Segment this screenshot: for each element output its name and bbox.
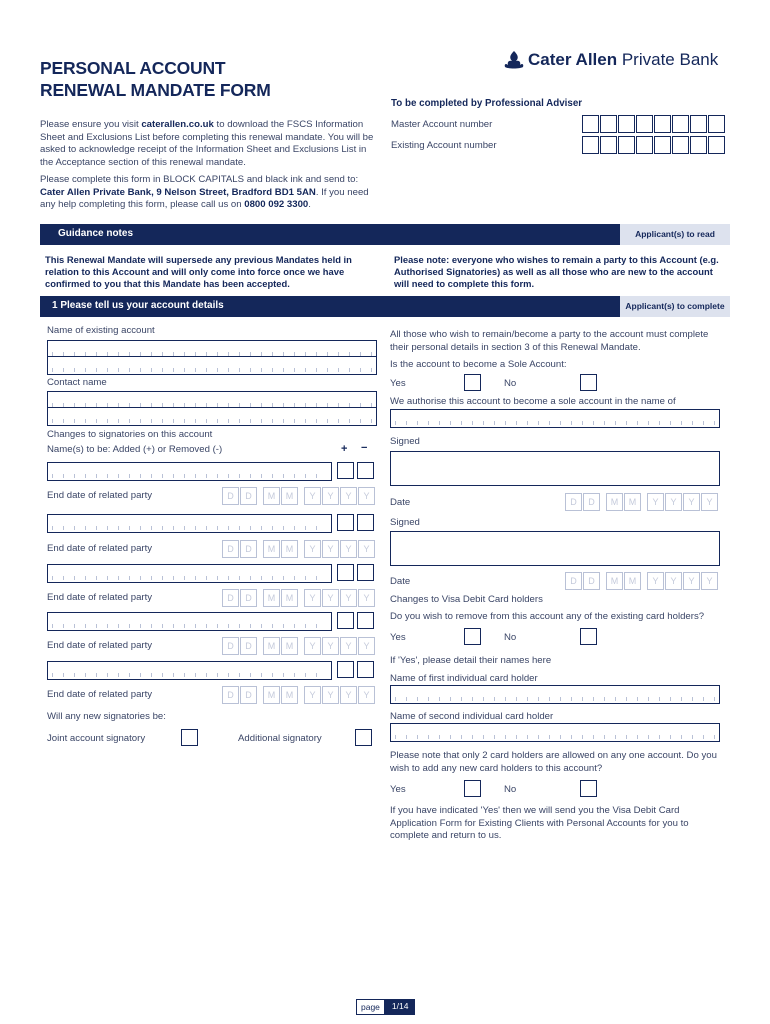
changes-signatories-label: Changes to signatories on this account (47, 429, 213, 440)
signatory-name-input[interactable] (47, 514, 332, 533)
intro-text: . (308, 199, 311, 210)
signature-box-1[interactable] (390, 451, 720, 486)
phone-number: 0800 092 3300 (244, 199, 309, 210)
sole-no-checkbox[interactable] (580, 374, 597, 391)
second-holder-input[interactable] (390, 723, 720, 742)
guidance-note-left: This Renewal Mandate will supersede any previous Mandates held in relation to this Account and will only come into force once we have confirmed to you that this Mandate has been accepted. (45, 254, 352, 289)
signatory-add-checkbox[interactable] (337, 612, 354, 629)
date-digit-cell[interactable]: Y (322, 540, 339, 558)
date-digit-cell[interactable]: Y (358, 637, 375, 655)
end-date-input[interactable] (222, 589, 376, 607)
date-digit-cell[interactable]: D (583, 493, 600, 511)
remove-yes-label: Yes (390, 632, 406, 643)
signatory-name-input[interactable] (47, 462, 332, 481)
intro-text: Please ensure you visit (40, 119, 142, 130)
contact-name-input-line-2[interactable] (47, 407, 377, 426)
signed-label: Signed (390, 517, 420, 528)
date-digit-cell[interactable]: D (583, 572, 600, 590)
date-digit-cell[interactable]: D (222, 637, 239, 655)
date-digit-cell[interactable]: M (606, 572, 623, 590)
date-digit-cell[interactable]: Y (701, 493, 718, 511)
date-digit-cell[interactable]: D (240, 637, 257, 655)
intro-text: . If you need any help completing this form, please call us on (40, 186, 369, 210)
brand-name-bold: Cater Allen (528, 50, 618, 69)
page-indicator (356, 999, 415, 1015)
signatory-name-input[interactable] (47, 612, 332, 631)
date-digit-cell[interactable]: Y (340, 686, 357, 704)
minus-icon: − (361, 442, 368, 454)
existing-account-label: Existing Account number (391, 140, 497, 151)
sole-account-question: Is the account to become a Sole Account: (390, 359, 567, 370)
joint-signatory-label: Joint account signatory (47, 733, 146, 744)
signatory-name-input[interactable] (47, 564, 332, 583)
signature-box-2[interactable] (390, 531, 720, 566)
date-digit-cell[interactable]: Y (358, 487, 375, 505)
visa-changes-label: Changes to Visa Debit Card holders (390, 594, 543, 605)
postal-address: Cater Allen Private Bank, 9 Nelson Street, Bradford BD1 5AN (40, 186, 316, 198)
signatory-remove-checkbox[interactable] (357, 564, 374, 581)
end-date-input[interactable] (222, 686, 376, 704)
title-line-2: RENEWAL MANDATE FORM (40, 80, 271, 100)
remove-yes-checkbox[interactable] (464, 628, 481, 645)
date-digit-cell[interactable]: Y (322, 487, 339, 505)
names-added-removed-label: Name(s) to be: Added (+) or Removed (-) (47, 444, 223, 455)
date-digit-cell[interactable]: M (281, 487, 298, 505)
date-digit-cell[interactable]: D (222, 589, 239, 607)
date-digit-cell[interactable]: Y (647, 572, 664, 590)
character-guide-ticks (52, 576, 327, 580)
end-date-label: End date of related party (47, 689, 153, 700)
intro-text: Please complete this form in BLOCK CAPITALS and black ink and send to: (40, 174, 359, 185)
date-digit-cell[interactable]: D (240, 686, 257, 704)
master-account-number-input[interactable] (582, 115, 730, 133)
date-digit-cell[interactable]: M (281, 589, 298, 607)
intro-text: to download the FSCS Information Sheet and Exclusions List before completing this renewal mandate. You will be asked to acknowledge receipt of the Information Sheet and Exclusions List in the Acceptance section of this renewal mandate. (40, 119, 374, 168)
brand-logo (503, 50, 718, 70)
date-digit-cell[interactable]: Y (665, 493, 682, 511)
date-digit-cell[interactable]: D (222, 540, 239, 558)
character-guide-ticks (395, 421, 715, 425)
guidance-notes-bar (40, 224, 730, 245)
date-digit-cell[interactable]: Y (340, 589, 357, 607)
joint-signatory-checkbox[interactable] (181, 729, 198, 746)
account-digit-cell[interactable] (636, 115, 653, 133)
character-guide-ticks (52, 474, 327, 478)
intro-paragraph-1 (40, 119, 375, 169)
add-no-label: No (504, 784, 517, 795)
two-holders-note: Please note that only 2 card holders are allowed on any one account. Do you wish to add any new card holders to this account? (390, 750, 717, 774)
master-account-label: Master Account number (391, 119, 493, 130)
account-digit-cell[interactable] (582, 136, 599, 154)
date-digit-cell[interactable]: Y (358, 589, 375, 607)
end-date-input[interactable] (222, 487, 376, 505)
character-guide-ticks (52, 419, 372, 423)
date-digit-cell[interactable]: Y (304, 686, 321, 704)
brand-name (528, 50, 718, 70)
section-1-title: 1 Please tell us your account details (52, 300, 224, 311)
title-line-1: PERSONAL ACCOUNT (40, 58, 226, 78)
visa-application-note: If you have indicated 'Yes' then we will send you the Visa Debit Card Application Form for Existing Clients with Personal Accounts for you to complete and return to us. (390, 805, 689, 841)
date-digit-cell[interactable]: M (624, 493, 641, 511)
date-digit-cell[interactable]: D (240, 589, 257, 607)
date-digit-cell[interactable]: Y (304, 540, 321, 558)
sole-authorise-label: We authorise this account to become a sole account in the name of (390, 396, 676, 407)
plus-icon: + (341, 443, 348, 455)
signature-date-input-2[interactable] (565, 572, 719, 590)
first-holder-label: Name of first individual card holder (390, 673, 538, 684)
date-digit-cell[interactable]: M (281, 540, 298, 558)
account-digit-cell[interactable] (708, 136, 725, 154)
sole-yes-checkbox[interactable] (464, 374, 481, 391)
add-no-checkbox[interactable] (580, 780, 597, 797)
character-guide-ticks (52, 673, 327, 677)
flame-logo-icon (503, 50, 525, 70)
date-digit-cell[interactable]: M (263, 487, 280, 505)
date-digit-cell[interactable]: Y (340, 540, 357, 558)
remain-party-text: All those who wish to remain/become a party to the account must complete their personal details in section 3 of this Renewal Mandate. (390, 329, 709, 353)
signatory-remove-checkbox[interactable] (357, 514, 374, 531)
date-digit-cell[interactable]: Y (683, 572, 700, 590)
character-guide-ticks (52, 624, 327, 628)
date-digit-cell[interactable]: D (222, 686, 239, 704)
character-guide-ticks (52, 526, 327, 530)
date-digit-cell[interactable]: Y (322, 637, 339, 655)
date-digit-cell[interactable]: M (281, 686, 298, 704)
signed-label: Signed (390, 436, 420, 447)
date-digit-cell[interactable]: M (263, 589, 280, 607)
character-guide-ticks (395, 697, 715, 701)
first-holder-input[interactable] (390, 685, 720, 704)
date-digit-cell[interactable]: M (624, 572, 641, 590)
guidance-note-right: Please note: everyone who wishes to remain a party to this Account (e.g. Authorised Signatories) as well as all those who are new to the account will need to complete this form. (394, 254, 719, 289)
account-digit-cell[interactable] (600, 136, 617, 154)
remove-no-checkbox[interactable] (580, 628, 597, 645)
page-number: 1/14 (385, 999, 416, 1015)
date-digit-cell[interactable]: Y (683, 493, 700, 511)
signatory-add-checkbox[interactable] (337, 661, 354, 678)
end-date-input[interactable] (222, 540, 376, 558)
page-label: page (356, 999, 385, 1015)
date-digit-cell[interactable]: M (606, 493, 623, 511)
signatory-remove-checkbox[interactable] (357, 612, 374, 629)
additional-signatory-label: Additional signatory (238, 733, 322, 744)
intro-paragraph-2 (40, 174, 375, 212)
date-digit-cell[interactable]: M (263, 637, 280, 655)
signatory-remove-checkbox[interactable] (357, 661, 374, 678)
account-digit-cell[interactable] (600, 115, 617, 133)
account-digit-cell[interactable] (654, 136, 671, 154)
sole-account-name-input[interactable] (390, 409, 720, 428)
date-digit-cell[interactable]: D (565, 493, 582, 511)
date-digit-cell[interactable]: Y (358, 686, 375, 704)
date-digit-cell[interactable]: Y (304, 637, 321, 655)
second-holder-label: Name of second individual card holder (390, 711, 554, 722)
add-yes-checkbox[interactable] (464, 780, 481, 797)
applicants-to-read-tag: Applicant(s) to read (620, 224, 730, 245)
section-1-bar (40, 296, 730, 317)
character-guide-ticks (395, 735, 715, 739)
end-date-label: End date of related party (47, 490, 153, 501)
account-digit-cell[interactable] (672, 115, 689, 133)
end-date-input[interactable] (222, 637, 376, 655)
account-digit-cell[interactable] (654, 115, 671, 133)
date-digit-cell[interactable]: M (263, 540, 280, 558)
sole-no-label: No (504, 378, 517, 389)
account-digit-cell[interactable] (636, 136, 653, 154)
account-digit-cell[interactable] (582, 115, 599, 133)
date-label: Date (390, 497, 411, 508)
signatory-remove-checkbox[interactable] (357, 462, 374, 479)
sole-yes-label: Yes (390, 378, 406, 389)
remove-no-label: No (504, 632, 517, 643)
date-digit-cell[interactable]: Y (701, 572, 718, 590)
date-digit-cell[interactable]: M (281, 637, 298, 655)
date-digit-cell[interactable]: Y (647, 493, 664, 511)
contact-name-label: Contact name (47, 377, 107, 388)
if-yes-label: If 'Yes', please detail their names here (390, 655, 552, 666)
account-digit-cell[interactable] (618, 115, 635, 133)
signature-date-input-1[interactable] (565, 493, 719, 511)
adviser-heading: To be completed by Professional Adviser (391, 98, 583, 109)
date-digit-cell[interactable]: Y (665, 572, 682, 590)
signatory-add-checkbox[interactable] (337, 564, 354, 581)
end-date-label: End date of related party (47, 543, 153, 554)
date-digit-cell[interactable]: Y (322, 589, 339, 607)
account-digit-cell[interactable] (690, 136, 707, 154)
date-digit-cell[interactable]: D (240, 487, 257, 505)
character-guide-ticks (52, 368, 372, 372)
date-digit-cell[interactable]: Y (304, 589, 321, 607)
end-date-label: End date of related party (47, 592, 153, 603)
signatory-add-checkbox[interactable] (337, 462, 354, 479)
existing-account-number-input[interactable] (582, 136, 730, 154)
date-digit-cell[interactable]: Y (340, 637, 357, 655)
website-link[interactable]: caterallen.co.uk (141, 119, 214, 130)
remove-holders-question: Do you wish to remove from this account any of the existing card holders? (390, 611, 705, 622)
account-name-label: Name of existing account (47, 325, 155, 336)
date-digit-cell[interactable]: M (263, 686, 280, 704)
date-digit-cell[interactable]: Y (358, 540, 375, 558)
page-title (40, 57, 271, 101)
date-digit-cell[interactable]: Y (304, 487, 321, 505)
end-date-label: End date of related party (47, 640, 153, 651)
add-yes-label: Yes (390, 784, 406, 795)
date-digit-cell[interactable]: D (565, 572, 582, 590)
new-signatories-label: Will any new signatories be: (47, 711, 166, 722)
account-digit-cell[interactable] (690, 115, 707, 133)
brand-name-rest: Private Bank (617, 50, 719, 69)
signatory-add-checkbox[interactable] (337, 514, 354, 531)
account-digit-cell[interactable] (672, 136, 689, 154)
account-name-input-line-2[interactable] (47, 356, 377, 375)
date-digit-cell[interactable]: Y (340, 487, 357, 505)
account-digit-cell[interactable] (618, 136, 635, 154)
guidance-notes-title: Guidance notes (58, 228, 134, 239)
date-digit-cell[interactable]: D (240, 540, 257, 558)
signatory-name-input[interactable] (47, 661, 332, 680)
additional-signatory-checkbox[interactable] (355, 729, 372, 746)
applicants-to-complete-tag: Applicant(s) to complete (620, 296, 730, 317)
date-digit-cell[interactable]: Y (322, 686, 339, 704)
account-digit-cell[interactable] (708, 115, 725, 133)
date-label: Date (390, 576, 411, 587)
date-digit-cell[interactable]: D (222, 487, 239, 505)
